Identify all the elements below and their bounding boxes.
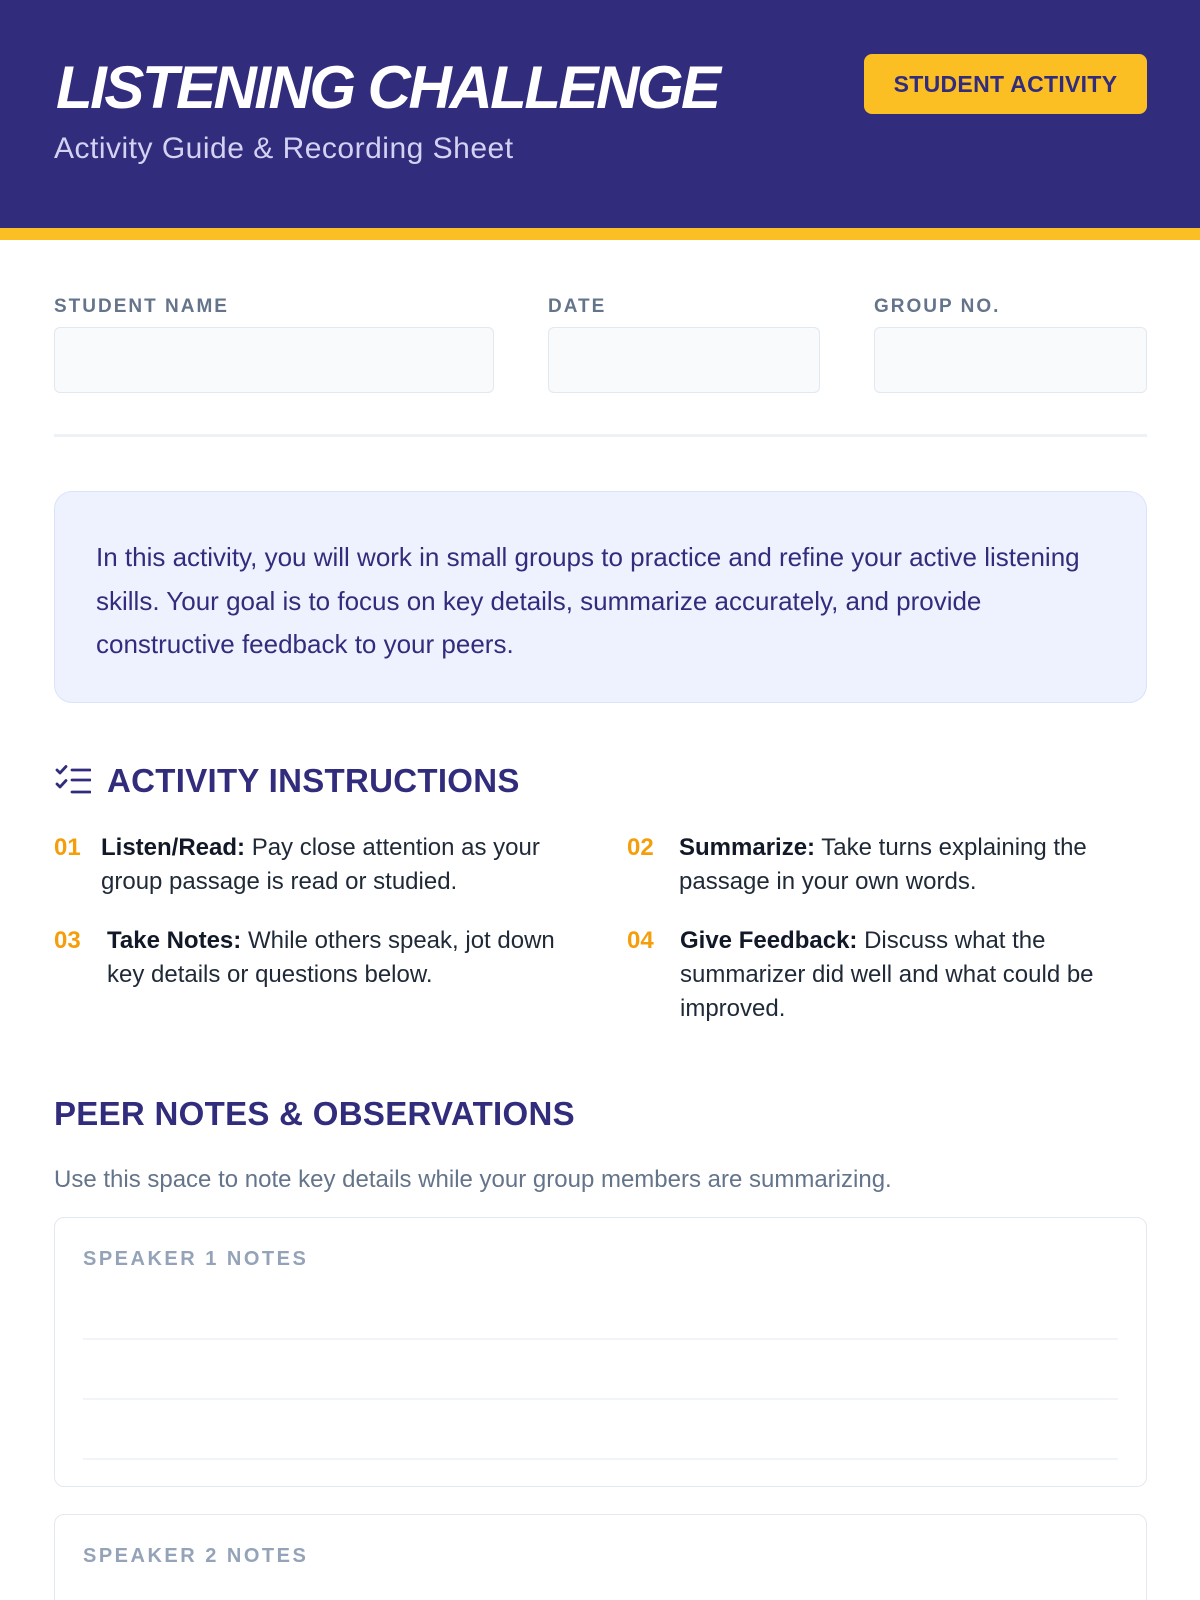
step-label: Summarize: xyxy=(679,834,816,861)
student-activity-badge: STUDENT ACTIVITY xyxy=(864,54,1147,114)
step-description: While others speak, jot down key details or questions below. xyxy=(107,927,555,988)
date-input[interactable] xyxy=(548,327,820,393)
section-divider xyxy=(54,434,1147,437)
step-text xyxy=(107,924,579,992)
speaker-1-notes-label: SPEAKER 1 NOTES xyxy=(83,1248,309,1270)
step-text xyxy=(101,831,574,899)
checklist-icon xyxy=(55,765,91,797)
instructions-title: ACTIVITY INSTRUCTIONS xyxy=(107,762,520,799)
peer-notes-description: Use this space to note key details while your group members are summarizing. xyxy=(54,1166,892,1193)
step-number: 04 xyxy=(627,927,654,954)
note-line[interactable] xyxy=(83,1338,1118,1340)
speaker-1-notes-card xyxy=(54,1217,1147,1487)
step-label: Listen/Read: xyxy=(101,834,246,861)
date-label: DATE xyxy=(548,296,607,317)
student-name-input[interactable] xyxy=(54,327,494,393)
header-accent-stripe xyxy=(0,228,1200,240)
student-name-label: STUDENT NAME xyxy=(54,296,229,317)
step-number: 02 xyxy=(627,834,654,861)
step-text xyxy=(680,924,1127,1026)
instruction-step xyxy=(627,924,1127,1026)
instruction-step xyxy=(627,831,1127,899)
instruction-step xyxy=(54,831,574,899)
step-description: Take turns explaining the passage in your own words. xyxy=(679,834,1087,895)
step-text xyxy=(679,831,1127,899)
step-description: Discuss what the summarizer did well and what could be improved. xyxy=(680,927,1094,1022)
note-line[interactable] xyxy=(83,1398,1118,1400)
header-banner xyxy=(0,0,1200,228)
page-title: LISTENING CHALLENGE xyxy=(56,54,719,121)
instruction-step xyxy=(54,924,579,992)
intro-callout: In this activity, you will work in small groups to practice and refine your active listening skills. Your goal is to focus on key details, summarize accurately, and provide constructive feedback to your peers. xyxy=(54,491,1147,703)
speaker-2-notes-label: SPEAKER 2 NOTES xyxy=(83,1545,309,1567)
step-description: Pay close attention as your group passage is read or studied. xyxy=(101,834,540,895)
speaker-2-notes-card xyxy=(54,1514,1147,1600)
step-label: Take Notes: xyxy=(107,927,242,954)
step-number: 01 xyxy=(54,834,81,861)
step-label: Give Feedback: xyxy=(680,927,858,954)
step-number: 03 xyxy=(54,927,81,954)
group-no-label: GROUP NO. xyxy=(874,296,1001,317)
group-no-input[interactable] xyxy=(874,327,1147,393)
note-line[interactable] xyxy=(83,1458,1118,1460)
peer-notes-title: PEER NOTES & OBSERVATIONS xyxy=(54,1095,575,1132)
page-subtitle: Activity Guide & Recording Sheet xyxy=(54,132,514,165)
